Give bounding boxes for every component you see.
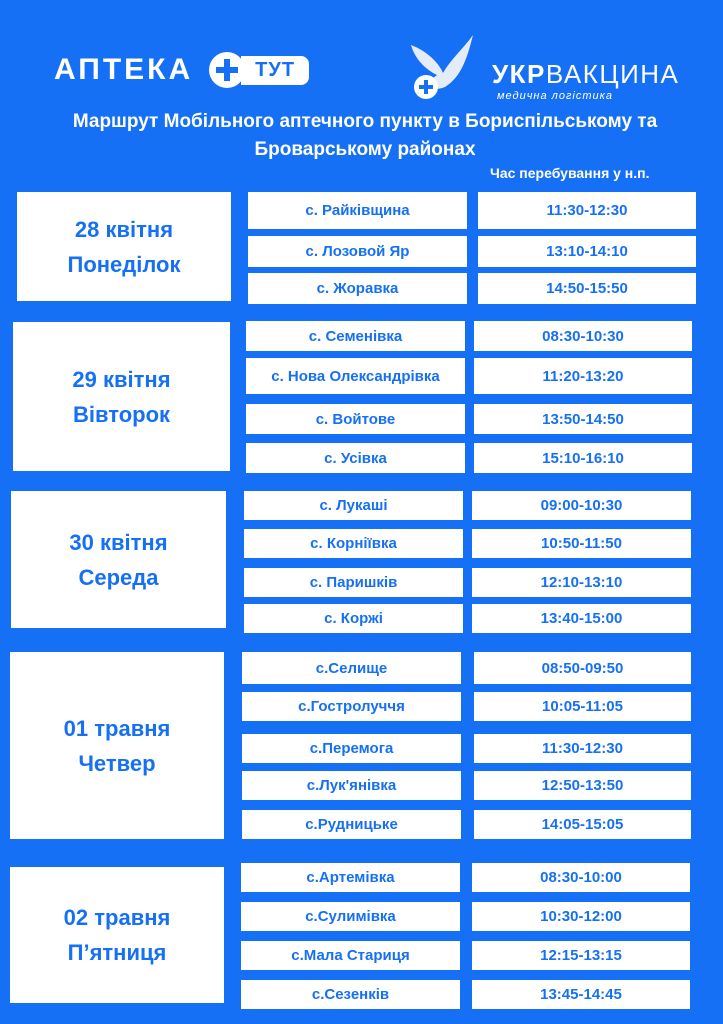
time-cell: 08:30-10:30	[474, 321, 692, 351]
time-cell: 13:45-14:45	[472, 980, 690, 1009]
day-box	[10, 652, 224, 839]
cross-icon	[209, 52, 245, 88]
village-cell: с. Нова Олександрівка	[246, 358, 465, 394]
village-cell: с.Перемога	[242, 734, 461, 763]
village-cell: с.Сулимівка	[241, 902, 460, 931]
time-cell: 11:20-13:20	[474, 358, 692, 394]
village-cell: с.Селище	[242, 652, 461, 684]
day-box	[10, 867, 224, 1003]
page-title: Маршрут Мобільного аптечного пункту в Бориспільському та Броварському районах	[72, 111, 658, 160]
village-cell: с. Райківщина	[248, 192, 467, 229]
village-cell: с.Гостролуччя	[242, 692, 461, 721]
apteka-logo-tag: ТУТ	[241, 56, 309, 85]
time-cell: 08:30-10:00	[472, 863, 690, 892]
day-weekday: Четвер	[78, 750, 156, 776]
village-cell: с. Паришків	[244, 568, 463, 597]
time-cell: 11:30-12:30	[478, 192, 696, 229]
time-cell: 13:10-14:10	[478, 236, 696, 267]
village-cell: с. Семенівка	[246, 321, 465, 351]
time-cell: 12:15-13:15	[472, 941, 690, 970]
village-cell: с. Войтове	[246, 404, 465, 434]
time-cell: 13:50-14:50	[474, 404, 692, 434]
time-cell: 10:30-12:00	[472, 902, 690, 931]
time-cell: 12:10-13:10	[472, 568, 691, 597]
day-weekday: П’ятниця	[67, 940, 167, 965]
village-cell: с. Корніївка	[244, 529, 463, 558]
day-box	[13, 322, 230, 471]
village-cell: с.Лук'янівка	[242, 771, 461, 800]
time-cell: 13:40-15:00	[472, 604, 691, 633]
time-cell: 08:50-09:50	[474, 652, 691, 684]
day-date: 29 квітня	[72, 366, 171, 392]
day-date: 28 квітня	[74, 216, 174, 242]
ukr-wordmark-rest: ВАКЦИНА	[545, 59, 680, 89]
ukr-wordmark-bold: УКР	[492, 59, 546, 89]
village-cell: с. Жоравка	[248, 273, 467, 304]
day-box	[17, 192, 231, 301]
time-cell: 10:50-11:50	[472, 529, 691, 558]
time-cell: 14:05-15:05	[474, 810, 691, 839]
ukrvakcyna-wordmark	[492, 59, 679, 90]
village-cell: с.Сезенків	[241, 980, 460, 1009]
day-date: 02 травня	[63, 905, 171, 930]
time-cell: 10:05-11:05	[474, 692, 691, 721]
time-cell: 11:30-12:30	[474, 734, 691, 763]
village-cell: с. Коржі	[244, 604, 463, 633]
time-cell: 14:50-15:50	[478, 273, 696, 304]
village-cell: с.Артемівка	[241, 863, 460, 892]
header	[0, 0, 723, 110]
village-cell: с.Рудницьке	[242, 810, 461, 839]
apteka-logo-word: АПТЕКА	[54, 53, 194, 86]
day-weekday: Середа	[78, 564, 159, 590]
time-cell: 15:10-16:10	[474, 443, 692, 473]
apteka-tut-logo	[54, 52, 309, 88]
village-cell: с. Усівка	[246, 443, 465, 473]
ukrvakcyna-subtitle: медична логістика	[497, 90, 613, 102]
day-date: 01 травня	[63, 715, 171, 741]
day-weekday: Понеділок	[67, 251, 181, 277]
day-weekday: Вівторок	[72, 401, 171, 427]
village-cell: с. Лукаші	[244, 491, 463, 520]
day-date: 30 квітня	[69, 529, 168, 555]
day-box	[11, 491, 226, 628]
dove-icon	[405, 33, 485, 105]
time-column-header: Час перебування у н.п.	[490, 165, 650, 181]
village-cell: с.Мала Стариця	[241, 941, 460, 970]
time-cell: 09:00-10:30	[472, 491, 691, 520]
time-cell: 12:50-13:50	[474, 771, 691, 800]
village-cell: с. Лозовой Яр	[248, 236, 467, 267]
